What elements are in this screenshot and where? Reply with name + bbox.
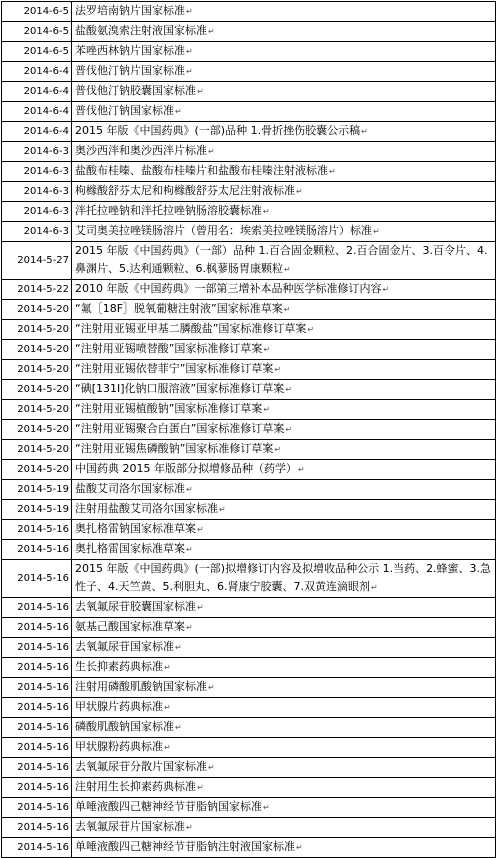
- row-date-text: 2014-5-16: [17, 721, 69, 733]
- row-date: [2, 162, 72, 182]
- table-row: [2, 440, 496, 460]
- row-date-text: 2014-5-16: [17, 741, 69, 753]
- table-row: [2, 638, 496, 658]
- table-row: [2, 460, 496, 480]
- row-date-text: 2014-6-3: [23, 185, 69, 197]
- paragraph-mark-icon: ↵: [382, 285, 390, 294]
- row-title-text: 甲状腺片药典标准: [75, 700, 163, 713]
- row-title-text: “碘[131I]化钠口服溶液”国家标准修订草案: [75, 382, 285, 395]
- row-date: [2, 758, 72, 778]
- row-title-text: “注射用亚锡亚甲基二膦酸盐”国家标准修订草案: [75, 322, 307, 335]
- row-date-text: 2014-5-27: [17, 254, 69, 266]
- row-date-text: 2014-5-20: [17, 443, 69, 455]
- row-date: [2, 460, 72, 480]
- row-title-text: 法罗培南钠片国家标准: [75, 4, 185, 17]
- row-title: [72, 718, 496, 738]
- row-date-text: 2014-5-16: [17, 761, 69, 773]
- row-date: [2, 500, 72, 520]
- paragraph-mark-icon: ↵: [285, 385, 292, 394]
- row-date-text: 2014-5-20: [17, 383, 69, 395]
- row-date: [2, 82, 72, 102]
- row-date-text: 2014-5-16: [17, 641, 69, 653]
- row-date: [2, 738, 72, 758]
- paragraph-mark-icon: ↵: [197, 603, 204, 612]
- paragraph-mark-icon: ↵: [361, 127, 368, 136]
- paragraph-mark-icon: ↵: [175, 107, 182, 116]
- row-date: [2, 400, 72, 420]
- row-date-text: 2014-6-5: [23, 5, 69, 17]
- row-title: [72, 638, 496, 658]
- row-title-text: “注射用亚锡焦磷酸钠”国家标准修订草案: [75, 442, 274, 455]
- row-date-text: 2014-6-3: [23, 205, 69, 217]
- row-date-text: 2014-6-3: [23, 225, 69, 237]
- row-title-text: 普伐他汀钠胶囊国家标准: [75, 84, 196, 97]
- row-date-text: 2014-6-4: [23, 125, 69, 137]
- row-title: [72, 500, 496, 520]
- row-date-text: 2014-6-4: [23, 65, 69, 77]
- paragraph-mark-icon: ↵: [208, 27, 215, 36]
- row-title: [72, 658, 496, 678]
- row-title: [72, 360, 496, 380]
- row-title: [72, 102, 496, 122]
- row-title-text: 去氧氟尿苷片国家标准: [75, 820, 185, 833]
- row-title-text: 盐酸氨溴索注射液国家标准: [75, 24, 207, 37]
- row-title: [72, 182, 496, 202]
- standards-table-body: [2, 2, 496, 858]
- paragraph-mark-icon: ↵: [186, 485, 193, 494]
- paragraph-mark-icon: ↵: [208, 763, 215, 772]
- row-date: [2, 2, 72, 22]
- row-date: [2, 300, 72, 320]
- table-row: [2, 838, 496, 858]
- row-title: [72, 142, 496, 162]
- paragraph-mark-icon: ↵: [263, 803, 270, 812]
- table-row: [2, 380, 496, 400]
- row-title: [72, 62, 496, 82]
- row-date: [2, 480, 72, 500]
- table-row: [2, 618, 496, 638]
- row-date-text: 2014-5-16: [17, 781, 69, 793]
- row-date-text: 2014-5-16: [17, 543, 69, 555]
- paragraph-mark-icon: ↵: [263, 207, 270, 216]
- row-date-text: 2014-5-20: [17, 403, 69, 415]
- row-date: [2, 540, 72, 560]
- row-date: [2, 658, 72, 678]
- row-title-text: 氨基己酸国家标准草案: [75, 620, 185, 633]
- table-row: [2, 22, 496, 42]
- row-date-text: 2014-5-20: [17, 463, 69, 475]
- row-date: [2, 42, 72, 62]
- row-title: [72, 678, 496, 698]
- row-date: [2, 618, 72, 638]
- row-date-text: 2014-5-16: [17, 621, 69, 633]
- row-title-text: 磷酸肌酸钠国家标准: [75, 720, 174, 733]
- paragraph-mark-icon: ↵: [298, 465, 305, 474]
- row-title-text: 中国药典 2015 年版部分拟增修品种（药学）: [75, 462, 297, 475]
- row-title: [72, 2, 496, 22]
- table-row: [2, 798, 496, 818]
- table-row: [2, 698, 496, 718]
- row-date-text: 2014-5-20: [17, 343, 69, 355]
- paragraph-mark-icon: ↵: [197, 87, 204, 96]
- row-date: [2, 420, 72, 440]
- row-title: [72, 520, 496, 540]
- row-date-text: 2014-5-20: [17, 363, 69, 375]
- row-title-text: 普伐他汀钠国家标准: [75, 104, 174, 117]
- row-title: [72, 82, 496, 102]
- row-date: [2, 182, 72, 202]
- row-title: [72, 618, 496, 638]
- row-title-text: 2015 年版《中国药典》(一部)品种 1.骨折挫伤胶囊公示稿: [75, 124, 361, 137]
- row-title-text: 艾司奥美拉唑镁肠溶片（曾用名：埃索美拉唑镁肠溶片）标准: [75, 224, 372, 237]
- row-title-text: 奥扎格雷国家标准草案: [75, 542, 185, 555]
- row-title: [72, 480, 496, 500]
- row-date-text: 2014-6-5: [23, 25, 69, 37]
- paragraph-mark-icon: ↵: [285, 425, 293, 434]
- row-title-text: 生长抑素药典标准: [75, 660, 163, 673]
- row-title-text: “注射用亚锡喷替酸”国家标准修订草案: [75, 342, 263, 355]
- table-row: [2, 360, 496, 380]
- table-row: [2, 142, 496, 162]
- row-date: [2, 280, 72, 300]
- row-date: [2, 142, 72, 162]
- row-title: [72, 162, 496, 182]
- paragraph-mark-icon: ↵: [373, 227, 380, 236]
- row-date-text: 2014-5-16: [17, 681, 69, 693]
- row-title: [72, 380, 496, 400]
- row-date-text: 2014-5-20: [17, 323, 69, 335]
- row-date-text: 2014-6-4: [23, 105, 69, 117]
- row-title-text: 普伐他汀钠片国家标准: [75, 64, 185, 77]
- paragraph-mark-icon: ↵: [296, 187, 303, 196]
- table-row: [2, 778, 496, 798]
- row-title: [72, 22, 496, 42]
- table-row: [2, 420, 496, 440]
- row-title-text: “注射用亚锡聚合白蛋白”国家标准修订草案: [75, 422, 285, 435]
- row-date-text: 2014-5-16: [17, 601, 69, 613]
- row-date: [2, 560, 72, 598]
- row-date-text: 2014-5-20: [17, 303, 69, 315]
- row-title-text: 2015 年版《中国药典》(一部)拟增修订内容及拟增收品种公示 1.当药、2.蜂蜜、3.急性子、4.天竺黄、5.利胆丸、6.肾康宁胶囊、7.双黄连滴眼剂: [75, 562, 492, 593]
- row-date: [2, 778, 72, 798]
- paragraph-mark-icon: ↵: [186, 7, 193, 16]
- row-title: [72, 440, 496, 460]
- row-title-text: 甲状腺粉药典标准: [75, 740, 163, 753]
- row-title-text: 盐酸布桂嗪、盐酸布桂嗪片和盐酸布桂嗪注射液标准: [75, 164, 328, 177]
- row-title: [72, 122, 496, 142]
- row-title: [72, 300, 496, 320]
- row-date: [2, 122, 72, 142]
- paragraph-mark-icon: ↵: [186, 67, 193, 76]
- table-row: [2, 560, 496, 598]
- paragraph-mark-icon: ↵: [274, 365, 282, 374]
- row-title: [72, 420, 496, 440]
- table-row: [2, 280, 496, 300]
- paragraph-mark-icon: ↵: [197, 783, 204, 792]
- row-date-text: 2014-5-16: [17, 841, 69, 853]
- table-row: [2, 500, 496, 520]
- table-row: [2, 658, 496, 678]
- table-row: [2, 678, 496, 698]
- row-title: [72, 202, 496, 222]
- table-row: [2, 320, 496, 340]
- row-date: [2, 62, 72, 82]
- table-row: [2, 758, 496, 778]
- paragraph-mark-icon: ↵: [219, 505, 226, 514]
- row-date: [2, 380, 72, 400]
- row-title: [72, 242, 496, 280]
- table-row: [2, 162, 496, 182]
- row-date-text: 2014-5-16: [17, 701, 69, 713]
- row-title: [72, 42, 496, 62]
- paragraph-mark-icon: ↵: [197, 525, 204, 534]
- row-title: [72, 738, 496, 758]
- row-title-text: 苯唑西林钠片国家标准: [75, 44, 185, 57]
- row-date-text: 2014-5-19: [17, 483, 69, 495]
- table-row: [2, 182, 496, 202]
- row-title-text: “注射用亚锡依替菲宁”国家标准修订草案: [75, 362, 274, 375]
- table-row: [2, 2, 496, 22]
- row-date: [2, 340, 72, 360]
- paragraph-mark-icon: ↵: [186, 47, 193, 56]
- row-title: [72, 560, 496, 598]
- paragraph-mark-icon: ↵: [208, 147, 215, 156]
- row-date-text: 2014-5-20: [17, 423, 69, 435]
- table-row: [2, 82, 496, 102]
- table-row: [2, 520, 496, 540]
- row-title: [72, 400, 496, 420]
- row-date-text: 2014-5-16: [17, 661, 69, 673]
- paragraph-mark-icon: ↵: [164, 703, 171, 712]
- row-title-text: 奥沙西泮和奥沙西泮片标准: [75, 144, 207, 157]
- table-row: [2, 42, 496, 62]
- row-title-text: 枸橼酸舒芬太尼和枸橼酸舒芬太尼注射液标准: [75, 184, 295, 197]
- table-row: [2, 738, 496, 758]
- paragraph-mark-icon: ↵: [296, 843, 303, 852]
- paragraph-mark-icon: ↵: [186, 545, 193, 554]
- row-title-text: 2010 年版《中国药典》一部第三增补本品种医学标准修订内容: [75, 282, 382, 295]
- row-date-text: 2014-5-22: [17, 283, 69, 295]
- row-title: [72, 698, 496, 718]
- table-row: [2, 400, 496, 420]
- row-date-text: 2014-6-3: [23, 145, 69, 157]
- row-title-text: 奥扎格雷钠国家标准草案: [75, 522, 196, 535]
- row-date-text: 2014-5-16: [17, 572, 69, 584]
- row-date: [2, 360, 72, 380]
- paragraph-mark-icon: ↵: [208, 683, 215, 692]
- row-title-text: 去氧氟尿苷分散片国家标准: [75, 760, 207, 773]
- paragraph-mark-icon: ↵: [307, 325, 315, 334]
- row-title: [72, 320, 496, 340]
- row-date: [2, 718, 72, 738]
- row-title: [72, 460, 496, 480]
- row-title-text: 单唾液酸四己糖神经节苷脂钠国家标准: [75, 800, 262, 813]
- table-row: [2, 122, 496, 142]
- row-title-text: 去氧氟尿苷国家标准: [75, 640, 174, 653]
- row-date: [2, 838, 72, 858]
- row-title-text: 注射用盐酸艾司洛尔国家标准: [75, 502, 218, 515]
- paragraph-mark-icon: ↵: [284, 265, 291, 274]
- paragraph-mark-icon: ↵: [164, 743, 171, 752]
- paragraph-mark-icon: ↵: [175, 723, 182, 732]
- row-title: [72, 758, 496, 778]
- paragraph-mark-icon: ↵: [186, 823, 193, 832]
- row-date: [2, 798, 72, 818]
- row-date: [2, 678, 72, 698]
- paragraph-mark-icon: ↵: [164, 663, 171, 672]
- row-title-text: 盐酸艾司洛尔国家标准: [75, 482, 185, 495]
- table-row: [2, 540, 496, 560]
- row-date: [2, 598, 72, 618]
- row-date: [2, 22, 72, 42]
- row-date-text: 2014-5-16: [17, 523, 69, 535]
- paragraph-mark-icon: ↵: [263, 345, 271, 354]
- row-title: [72, 540, 496, 560]
- row-title-text: “注射用亚锡植酸钠”国家标准修订草案: [75, 402, 263, 415]
- row-date-text: 2014-6-3: [23, 165, 69, 177]
- row-date-text: 2014-5-16: [17, 801, 69, 813]
- row-title: [72, 798, 496, 818]
- row-date-text: 2014-6-5: [23, 45, 69, 57]
- row-title: [72, 838, 496, 858]
- row-date: [2, 698, 72, 718]
- row-title-text: 泮托拉唑钠和泮托拉唑钠肠溶胶囊标准: [75, 204, 262, 217]
- row-title: [72, 340, 496, 360]
- row-date: [2, 222, 72, 242]
- row-date: [2, 102, 72, 122]
- row-title: [72, 778, 496, 798]
- row-date-text: 2014-5-16: [17, 821, 69, 833]
- table-row: [2, 480, 496, 500]
- table-row: [2, 242, 496, 280]
- row-title: [72, 598, 496, 618]
- table-row: [2, 102, 496, 122]
- row-title-text: 2015 年版《中国药典》（一部）品种 1.百合固金颗粒、2.百合固金片、3.百令片、4.鼻渊片、5.达利通颗粒、6.枫蓼肠胃康颗粒: [75, 244, 488, 275]
- row-date: [2, 320, 72, 340]
- row-title-text: “氟［18F］脱氧葡糖注射液”国家标准草案: [75, 302, 283, 315]
- paragraph-mark-icon: ↵: [186, 623, 193, 632]
- paragraph-mark-icon: ↵: [274, 445, 282, 454]
- row-date: [2, 638, 72, 658]
- row-title: [72, 222, 496, 242]
- table-row: [2, 202, 496, 222]
- paragraph-mark-icon: ↵: [175, 643, 182, 652]
- table-row: [2, 62, 496, 82]
- table-row: [2, 222, 496, 242]
- row-date-text: 2014-6-4: [23, 85, 69, 97]
- row-title-text: 注射用磷酸肌酸钠国家标准: [75, 680, 207, 693]
- row-title-text: 单唾液酸四己糖神经节苷脂钠注射液国家标准: [75, 840, 295, 853]
- paragraph-mark-icon: ↵: [370, 583, 378, 592]
- table-row: [2, 718, 496, 738]
- row-date: [2, 520, 72, 540]
- table-row: [2, 300, 496, 320]
- row-title-text: 注射用生长抑素药典标准: [75, 780, 196, 793]
- row-date: [2, 242, 72, 280]
- paragraph-mark-icon: ↵: [283, 305, 291, 314]
- row-date: [2, 440, 72, 460]
- paragraph-mark-icon: ↵: [329, 167, 336, 176]
- row-date: [2, 202, 72, 222]
- table-row: [2, 598, 496, 618]
- row-date-text: 2014-5-19: [17, 503, 69, 515]
- row-title-text: 去氧氟尿苷胶囊国家标准: [75, 600, 196, 613]
- standards-table: [1, 1, 496, 858]
- table-row: [2, 340, 496, 360]
- paragraph-mark-icon: ↵: [263, 405, 271, 414]
- row-title: [72, 280, 496, 300]
